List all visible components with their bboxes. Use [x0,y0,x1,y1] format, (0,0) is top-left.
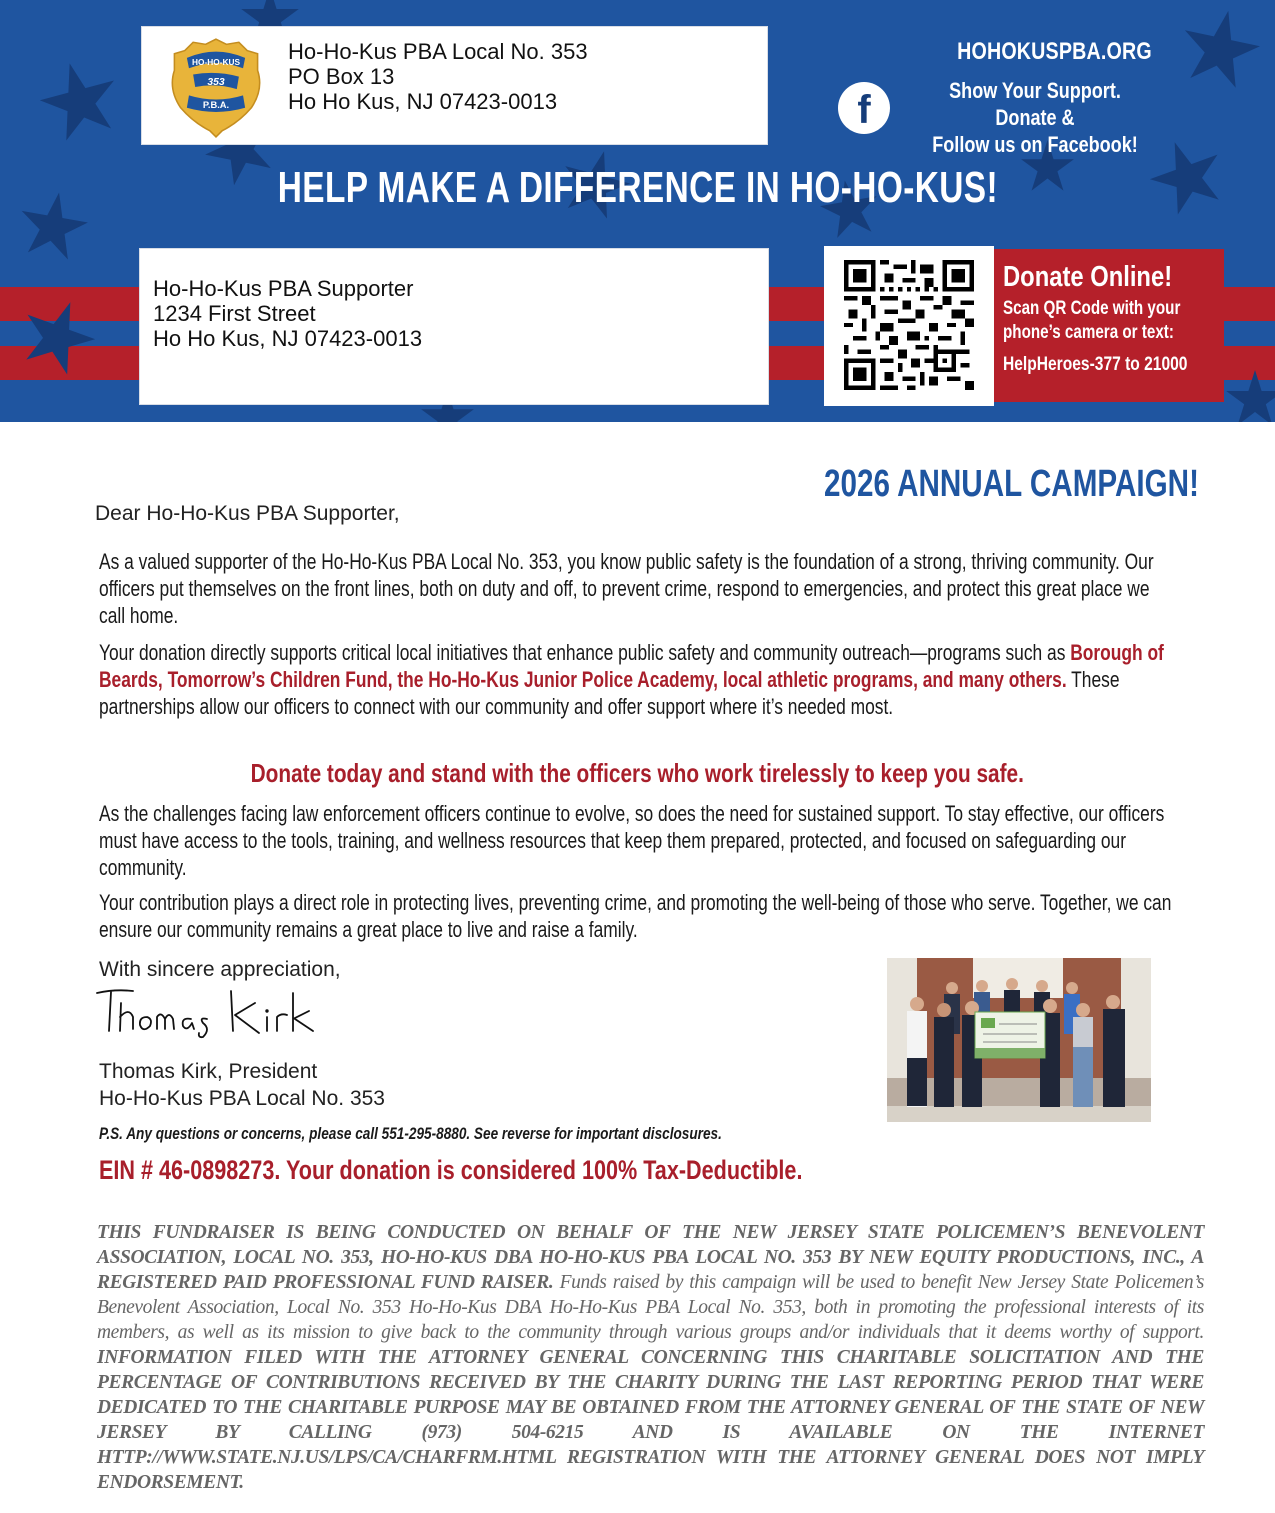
return-address-box [141,26,768,145]
svg-text:P.B.A.: P.B.A. [202,99,230,110]
signer-block [99,1058,385,1112]
legal-disclosure: THIS FUNDRAISER IS BEING CONDUCTED ON BEHALF OF THE NEW JERSEY STATE POLICEMEN’S BENEVOLENT ASSOCIATION, LOCAL NO. 353, HO-HO-KUS DBA HO-HO-KUS PBA LOCAL NO. 353 BY NEW EQUITY PRODUCTIONS, INC., A REGISTERED PAID PROFESSIONAL FUND RAISER. Funds raised by this campaign will be used to benefit New Jersey State Policemen’s Benevolent Association, Local No. 353 Ho-Ho-Kus DBA Ho-Ho-Kus PBA Local No. 353, both in promoting the professional interests of its members, as well as its mission to give back to the community through various groups and/or individuals that it deems worthy of support. INFORMATION FILED WITH THE ATTORNEY GENERAL CONCERNING THIS CHARITABLE SOLICITATION AND THE PERCENTAGE OF CONTRIBUTIONS RECEIVED BY THE CHARITY DURING THE LAST REPORTING PERIOD THAT WERE DEDICATED TO THE CHARITABLE PURPOSE MAY BE OBTAINED FROM THE ATTORNEY GENERAL OF THE STATE OF NEW JERSEY BY CALLING (973) 504-6215 AND IS AVAILABLE ON THE INTERNET HTTP://WWW.STATE.NJ.US/LPS/CA/CHARFRM.HTML REGISTRATION WITH THE ATTORNEY GENERAL DOES NOT IMPLY ENDORSEMENT. [97,1222,1204,1493]
recipient-name: Ho-Ho-Kus PBA Supporter [153,276,414,301]
campaign-title: 2026 ANNUAL CAMPAIGN! [824,463,1199,505]
recipient-address [153,276,422,351]
group-photo [887,958,1151,1122]
recipient-address-box [139,248,769,405]
header-banner [0,0,1275,422]
donate-online-title: Donate Online! [1003,261,1173,293]
salutation: Dear Ho-Ho-Kus PBA Supporter, [95,502,400,525]
programs-highlight: Borough of Beards, Tomorrow’s Children Fund, the Ho-Ho-Kus Junior Police Academy, local athletic programs, and many others. [99,640,1164,692]
recipient-street: 1234 First Street [153,301,316,326]
paragraph-2: Your donation directly supports critical local initiatives that enhance public safety and community outreach—programs such as Borough of Beards, Tomorrow’s Children Fund, the Ho-Ho-Kus Junior Police Academy, local athletic programs, and many others. These partnerships allow our officers to connect with our community and offer support where it’s needed most. [99,640,1164,719]
facebook-icon[interactable]: f [838,82,890,134]
signer-org: Ho-Ho-Kus PBA Local No. 353 [99,1087,385,1110]
star-icon [1225,370,1275,422]
star-icon [20,300,95,375]
svg-text:353: 353 [207,76,225,88]
donate-online-panel [994,249,1224,402]
closing: With sincere appreciation, [99,958,341,981]
donate-callout: Donate today and stand with the officers who work tirelessly to keep you safe. [250,758,1025,788]
star-icon [1180,10,1260,90]
return-po-box: PO Box 13 [288,64,395,89]
donate-instructions: Scan QR Code with your phone’s camera or text: [1003,298,1181,343]
headline: HELP MAKE A DIFFERENCE IN HO-HO-KUS! [277,163,998,212]
signer-name: Thomas Kirk, President [99,1060,318,1083]
website-link[interactable]: HOHOKUSPBA.ORG [957,38,1152,65]
return-address [288,39,588,114]
qr-code-box[interactable] [824,246,994,406]
paragraph-4: Your contribution plays a direct role in protecting lives, preventing crime, and promoting the well-being of those who serve. Together, we can ensure our community remains a great place to live and raise a family. [99,890,1172,942]
facebook-cta: Show Your Support. Donate & Follow us on Facebook! [932,78,1138,157]
ein-tax-deductible: EIN # 46-0898273. Your donation is considered 100% Tax-Deductible. [99,1155,803,1185]
paragraph-1: As a valued supporter of the Ho-Ho-Kus PBA Local No. 353, you know public safety is the foundation of a strong, thriving community. Our officers put themselves on the front lines, both on duty and off, to prevent crime, respond to emergencies, and protect this great place we call home. [99,549,1154,628]
return-org: Ho-Ho-Kus PBA Local No. 353 [288,39,588,64]
postscript: P.S. Any questions or concerns, please call 551-295-8880. See reverse for important disclosures. [99,1124,722,1143]
signature [95,983,325,1041]
text-to-donate-code: HelpHeroes-377 to 21000 [1003,354,1188,375]
paragraph-3: As the challenges facing law enforcement officers continue to evolve, so does the need for sustained support. To stay effective, our officers must have access to the tools, training, and wellness resources that keep them prepared, protected, and focused on safeguarding our community. [99,801,1165,880]
star-icon [40,62,120,142]
recipient-city: Ho Ho Kus, NJ 07423-0013 [153,326,423,351]
pba-badge-logo [164,35,268,139]
svg-text:HO-HO-KUS: HO-HO-KUS [191,57,241,68]
return-city: Ho Ho Kus, NJ 07423-0013 [288,89,558,114]
qr-code-icon[interactable] [844,260,974,390]
